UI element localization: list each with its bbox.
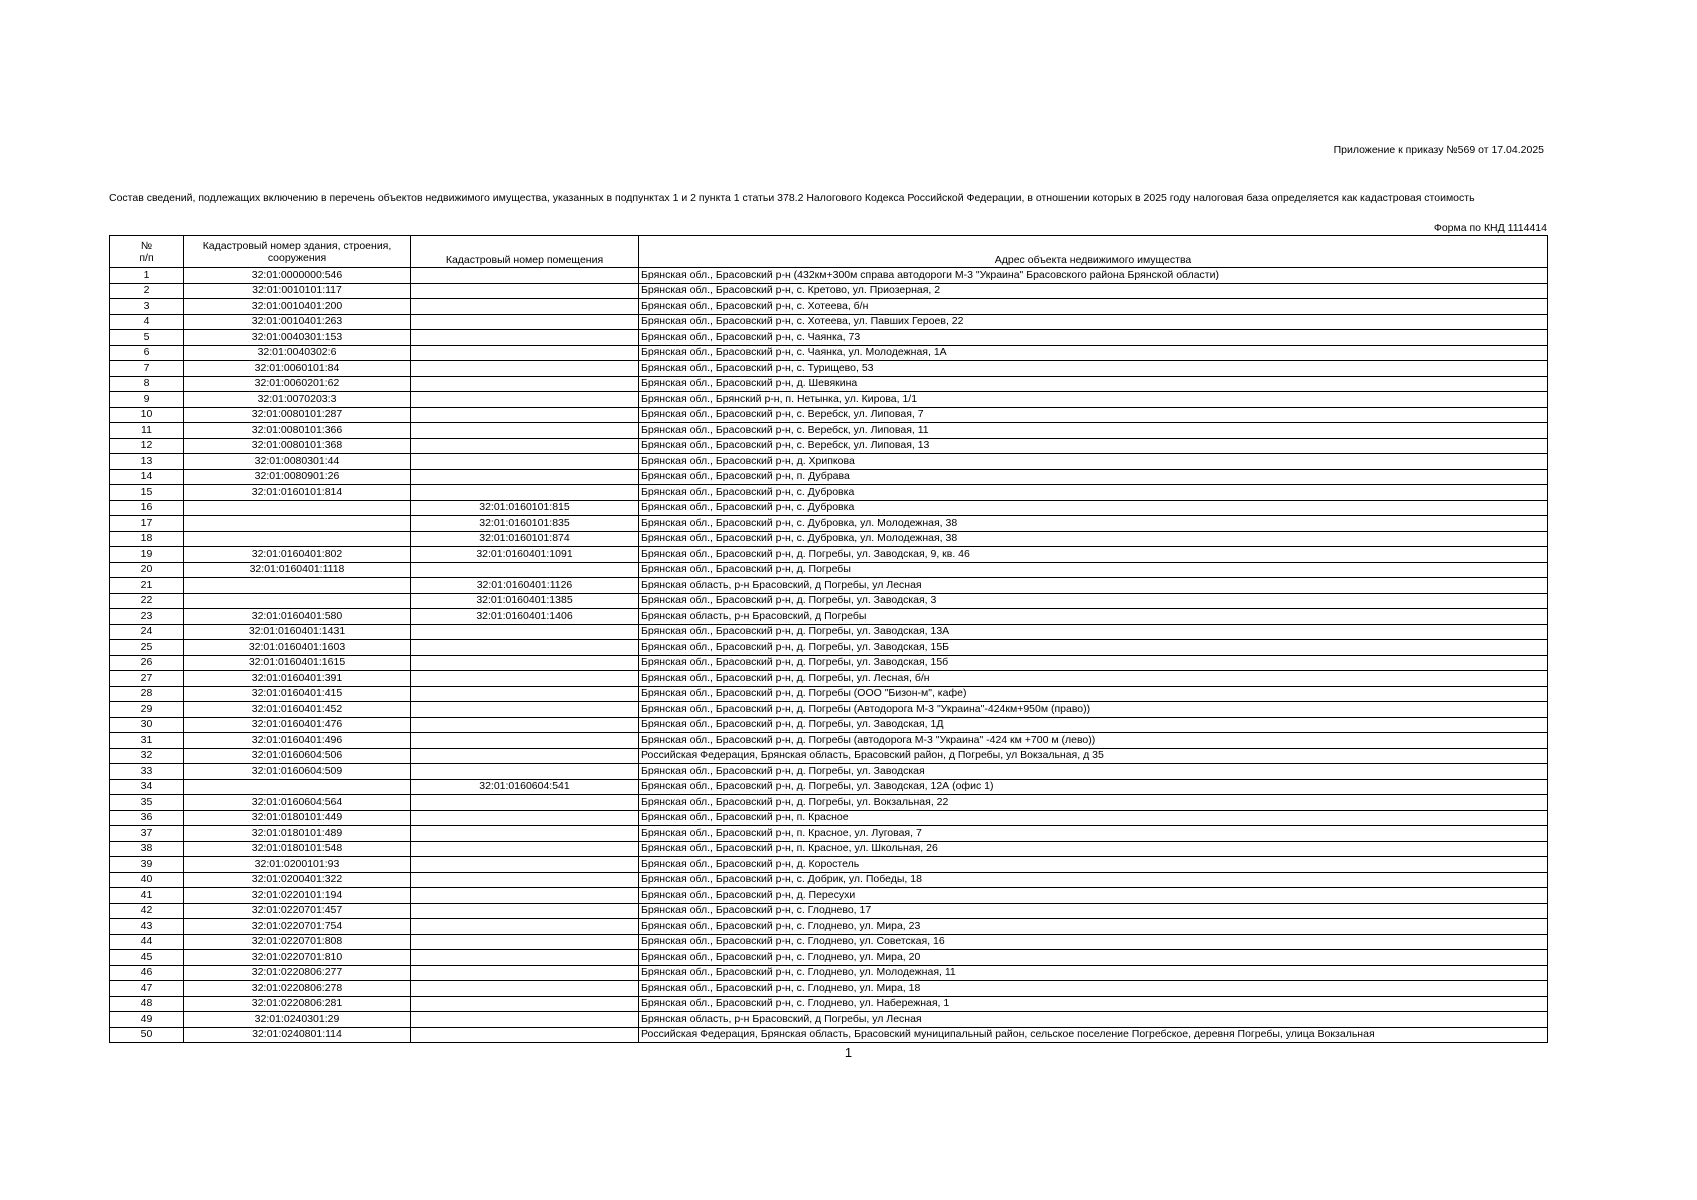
cell-address: Брянская обл., Брасовский р-н, с. Турищево, 53 — [639, 361, 1548, 377]
cell-room-cadastral — [411, 407, 639, 423]
cell-address: Брянская обл., Брасовский р-н, д. Шевякина — [639, 376, 1548, 392]
cell-building-cadastral: 32:01:0160401:802 — [184, 547, 411, 563]
cell-room-cadastral — [411, 888, 639, 904]
cell-room-cadastral — [411, 423, 639, 439]
cell-address: Брянская обл., Брасовский р-н, д. Погребы (ООО "Бизон-м", кафе) — [639, 686, 1548, 702]
cell-building-cadastral: 32:01:0160401:415 — [184, 686, 411, 702]
cell-building-cadastral: 32:01:0080301:44 — [184, 454, 411, 470]
cell-building-cadastral: 32:01:0180101:449 — [184, 810, 411, 826]
cell-address: Брянская обл., Брасовский р-н, с. Дубровка — [639, 500, 1548, 516]
cell-room-cadastral — [411, 655, 639, 671]
cell-address: Брянская обл., Брасовский р-н, с. Хотеева, ул. Павших Героев, 22 — [639, 314, 1548, 330]
cell-building-cadastral — [184, 531, 411, 547]
cell-building-cadastral: 32:01:0160401:391 — [184, 671, 411, 687]
cell-number: 4 — [110, 314, 184, 330]
cell-building-cadastral: 32:01:0160401:1431 — [184, 624, 411, 640]
cell-number: 44 — [110, 934, 184, 950]
cell-number: 39 — [110, 857, 184, 873]
cell-number: 14 — [110, 469, 184, 485]
property-table — [109, 235, 1548, 1043]
cell-room-cadastral — [411, 283, 639, 299]
cell-address: Брянская обл., Брасовский р-н, п. Красное, ул. Луговая, 7 — [639, 826, 1548, 842]
cell-room-cadastral — [411, 361, 639, 377]
table-row — [110, 1012, 1548, 1028]
cell-number: 18 — [110, 531, 184, 547]
cell-building-cadastral: 32:01:0240301:29 — [184, 1012, 411, 1028]
table-row — [110, 919, 1548, 935]
table-row — [110, 454, 1548, 470]
cell-building-cadastral: 32:01:0000000:546 — [184, 268, 411, 284]
cell-address: Брянская обл., Брасовский р-н, п. Красное, ул. Школьная, 26 — [639, 841, 1548, 857]
cell-building-cadastral: 32:01:0220806:278 — [184, 981, 411, 997]
cell-address: Брянская обл., Брасовский р-н, с. Веребск, ул. Липовая, 7 — [639, 407, 1548, 423]
cell-building-cadastral: 32:01:0160101:814 — [184, 485, 411, 501]
cell-address: Брянская обл., Брасовский р-н, д. Пересухи — [639, 888, 1548, 904]
cell-address: Брянская обл., Брасовский р-н, д. Погребы, ул. Лесная, б/н — [639, 671, 1548, 687]
cell-number: 23 — [110, 609, 184, 625]
cell-room-cadastral — [411, 950, 639, 966]
cell-room-cadastral — [411, 345, 639, 361]
cell-number: 31 — [110, 733, 184, 749]
cell-address: Брянская обл., Брасовский р-н, с. Чаянка, ул. Молодежная, 1А — [639, 345, 1548, 361]
table-row — [110, 516, 1548, 532]
cell-address: Брянская обл., Брасовский р-н, д. Погребы (автодорога М-3 "Украина" -424 км +700 м (лево)) — [639, 733, 1548, 749]
cell-address: Брянская обл., Брасовский р-н, д. Погребы, ул. Заводская, 12А (офис 1) — [639, 779, 1548, 795]
cell-building-cadastral: 32:01:0160401:476 — [184, 717, 411, 733]
cell-number: 3 — [110, 299, 184, 315]
cell-number: 24 — [110, 624, 184, 640]
cell-building-cadastral: 32:01:0160401:1118 — [184, 562, 411, 578]
cell-number: 35 — [110, 795, 184, 811]
cell-building-cadastral: 32:01:0180101:548 — [184, 841, 411, 857]
table-row — [110, 547, 1548, 563]
cell-number: 38 — [110, 841, 184, 857]
cell-room-cadastral — [411, 454, 639, 470]
table-row — [110, 764, 1548, 780]
cell-building-cadastral — [184, 593, 411, 609]
cell-room-cadastral: 32:01:0160101:835 — [411, 516, 639, 532]
cell-number: 48 — [110, 996, 184, 1012]
cell-room-cadastral — [411, 965, 639, 981]
cell-address: Брянская обл., Брасовский р-н, с. Глоднево, ул. Набережная, 1 — [639, 996, 1548, 1012]
cell-address: Брянская обл., Брянский р-н, п. Нетынка, ул. Кирова, 1/1 — [639, 392, 1548, 408]
cell-number: 10 — [110, 407, 184, 423]
table-row — [110, 500, 1548, 516]
cell-address: Брянская обл., Брасовский р-н, д. Погребы, ул. Заводская, 9, кв. 46 — [639, 547, 1548, 563]
cell-address: Брянская обл., Брасовский р-н, с. Дубровка — [639, 485, 1548, 501]
cell-number: 36 — [110, 810, 184, 826]
cell-room-cadastral — [411, 857, 639, 873]
cell-building-cadastral: 32:01:0040301:153 — [184, 330, 411, 346]
cell-address: Брянская обл., Брасовский р-н, д. Погребы, ул. Вокзальная, 22 — [639, 795, 1548, 811]
cell-building-cadastral: 32:01:0220806:277 — [184, 965, 411, 981]
table-row — [110, 578, 1548, 594]
cell-room-cadastral — [411, 764, 639, 780]
cell-number: 8 — [110, 376, 184, 392]
table-row — [110, 485, 1548, 501]
cell-building-cadastral — [184, 578, 411, 594]
cell-room-cadastral — [411, 810, 639, 826]
cell-address: Брянская обл., Брасовский р-н, д. Погребы, ул. Заводская, 15б — [639, 655, 1548, 671]
cell-number: 13 — [110, 454, 184, 470]
table-row — [110, 810, 1548, 826]
cell-building-cadastral: 32:01:0160401:452 — [184, 702, 411, 718]
cell-number: 2 — [110, 283, 184, 299]
cell-room-cadastral — [411, 919, 639, 935]
cell-address: Брянская обл., Брасовский р-н, д. Погребы (Автодорога М-3 "Украина"-424км+950м (право)) — [639, 702, 1548, 718]
table-row — [110, 779, 1548, 795]
cell-building-cadastral: 32:01:0220101:194 — [184, 888, 411, 904]
table-row — [110, 593, 1548, 609]
cell-room-cadastral — [411, 392, 639, 408]
table-row — [110, 717, 1548, 733]
cell-building-cadastral: 32:01:0080101:366 — [184, 423, 411, 439]
cell-address: Брянская обл., Брасовский р-н, с. Добрик, ул. Победы, 18 — [639, 872, 1548, 888]
cell-address: Брянская область, р-н Брасовский, д Погребы, ул Лесная — [639, 1012, 1548, 1028]
cell-building-cadastral: 32:01:0160401:496 — [184, 733, 411, 749]
cell-building-cadastral: 32:01:0060201:62 — [184, 376, 411, 392]
table-row — [110, 981, 1548, 997]
page-number: 1 — [844, 1045, 853, 1060]
col-header-building — [184, 236, 411, 268]
cell-address: Брянская обл., Брасовский р-н, с. Хотеева, б/н — [639, 299, 1548, 315]
cell-number: 50 — [110, 1027, 184, 1043]
cell-room-cadastral — [411, 671, 639, 687]
cell-number: 49 — [110, 1012, 184, 1028]
table-row — [110, 562, 1548, 578]
cell-address: Брянская обл., Брасовский р-н, с. Дубровка, ул. Молодежная, 38 — [639, 516, 1548, 532]
cell-number: 47 — [110, 981, 184, 997]
cell-room-cadastral — [411, 686, 639, 702]
cell-building-cadastral: 32:01:0160604:506 — [184, 748, 411, 764]
cell-address: Брянская обл., Брасовский р-н, д. Коростель — [639, 857, 1548, 873]
cell-address: Брянская область, р-н Брасовский, д Погребы — [639, 609, 1548, 625]
cell-address: Брянская обл., Брасовский р-н, д. Погребы, ул. Заводская, 13А — [639, 624, 1548, 640]
cell-building-cadastral: 32:01:0070203:3 — [184, 392, 411, 408]
cell-building-cadastral: 32:01:0010401:200 — [184, 299, 411, 315]
cell-building-cadastral: 32:01:0160401:1603 — [184, 640, 411, 656]
table-row — [110, 950, 1548, 966]
table-row — [110, 299, 1548, 315]
form-code: Форма по КНД 1114414 — [1433, 222, 1547, 234]
cell-address: Брянская обл., Брасовский р-н, д. Погребы — [639, 562, 1548, 578]
cell-address: Брянская обл., Брасовский р-н, п. Красное — [639, 810, 1548, 826]
cell-building-cadastral: 32:01:0220701:808 — [184, 934, 411, 950]
cell-address: Российская Федерация, Брянская область, Брасовский район, д Погребы, ул Вокзальная, д 35 — [639, 748, 1548, 764]
cell-room-cadastral — [411, 795, 639, 811]
cell-number: 22 — [110, 593, 184, 609]
cell-building-cadastral: 32:01:0160401:580 — [184, 609, 411, 625]
cell-address: Брянская обл., Брасовский р-н, с. Глоднево, ул. Молодежная, 11 — [639, 965, 1548, 981]
cell-address: Брянская обл., Брасовский р-н, с. Чаянка, 73 — [639, 330, 1548, 346]
table-row — [110, 330, 1548, 346]
table-row — [110, 795, 1548, 811]
cell-building-cadastral: 32:01:0010101:117 — [184, 283, 411, 299]
cell-room-cadastral — [411, 299, 639, 315]
table-row — [110, 423, 1548, 439]
cell-room-cadastral: 32:01:0160401:1385 — [411, 593, 639, 609]
cell-address: Брянская область, р-н Брасовский, д Погребы, ул Лесная — [639, 578, 1548, 594]
cell-address: Брянская обл., Брасовский р-н, д. Погребы, ул. Заводская, 1Д — [639, 717, 1548, 733]
cell-address: Брянская обл., Брасовский р-н, п. Дубрава — [639, 469, 1548, 485]
col-header-building-line1: Кадастровый номер здания, строения, — [202, 239, 392, 252]
cell-room-cadastral — [411, 872, 639, 888]
cell-room-cadastral — [411, 330, 639, 346]
table-row — [110, 640, 1548, 656]
cell-room-cadastral: 32:01:0160401:1091 — [411, 547, 639, 563]
cell-address: Брянская обл., Брасовский р-н, с. Глоднево, ул. Мира, 23 — [639, 919, 1548, 935]
cell-building-cadastral: 32:01:0080101:368 — [184, 438, 411, 454]
cell-room-cadastral — [411, 314, 639, 330]
cell-room-cadastral: 32:01:0160604:541 — [411, 779, 639, 795]
cell-address: Брянская обл., Брасовский р-н, с. Кретово, ул. Приозерная, 2 — [639, 283, 1548, 299]
table-row — [110, 888, 1548, 904]
table-body — [110, 268, 1548, 1043]
cell-building-cadastral: 32:01:0180101:489 — [184, 826, 411, 842]
cell-number: 37 — [110, 826, 184, 842]
table-row — [110, 702, 1548, 718]
table-row — [110, 407, 1548, 423]
cell-room-cadastral — [411, 438, 639, 454]
cell-number: 45 — [110, 950, 184, 966]
table-row — [110, 376, 1548, 392]
cell-address: Брянская обл., Брасовский р-н, с. Глоднево, ул. Советская, 16 — [639, 934, 1548, 950]
cell-building-cadastral: 32:01:0040302:6 — [184, 345, 411, 361]
table-row — [110, 469, 1548, 485]
table-row — [110, 314, 1548, 330]
cell-number: 15 — [110, 485, 184, 501]
cell-number: 46 — [110, 965, 184, 981]
cell-address: Брянская обл., Брасовский р-н, с. Глоднево, ул. Мира, 20 — [639, 950, 1548, 966]
table-row — [110, 283, 1548, 299]
cell-building-cadastral: 32:01:0220701:810 — [184, 950, 411, 966]
cell-address: Брянская обл., Брасовский р-н, д. Погребы, ул. Заводская, 15Б — [639, 640, 1548, 656]
col-header-address: Адрес объекта недвижимого имущества — [639, 236, 1548, 268]
cell-room-cadastral: 32:01:0160401:1406 — [411, 609, 639, 625]
table-row — [110, 733, 1548, 749]
cell-address: Брянская обл., Брасовский р-н, д. Хрипкова — [639, 454, 1548, 470]
col-header-room: Кадастровый номер помещения — [411, 236, 639, 268]
cell-room-cadastral — [411, 826, 639, 842]
cell-address: Брянская обл., Брасовский р-н, с. Веребск, ул. Липовая, 11 — [639, 423, 1548, 439]
cell-number: 27 — [110, 671, 184, 687]
cell-room-cadastral — [411, 934, 639, 950]
cell-address: Брянская обл., Брасовский р-н, с. Веребск, ул. Липовая, 13 — [639, 438, 1548, 454]
cell-number: 26 — [110, 655, 184, 671]
table-row — [110, 345, 1548, 361]
cell-room-cadastral — [411, 733, 639, 749]
cell-building-cadastral: 32:01:0240801:114 — [184, 1027, 411, 1043]
table-row — [110, 671, 1548, 687]
cell-number: 40 — [110, 872, 184, 888]
cell-building-cadastral — [184, 516, 411, 532]
cell-building-cadastral: 32:01:0080901:26 — [184, 469, 411, 485]
table-row — [110, 857, 1548, 873]
cell-building-cadastral: 32:01:0160401:1615 — [184, 655, 411, 671]
cell-building-cadastral: 32:01:0160604:564 — [184, 795, 411, 811]
cell-address: Брянская обл., Брасовский р-н, д. Погребы, ул. Заводская — [639, 764, 1548, 780]
cell-building-cadastral: 32:01:0200101:93 — [184, 857, 411, 873]
cell-room-cadastral — [411, 702, 639, 718]
cell-number: 17 — [110, 516, 184, 532]
cell-number: 1 — [110, 268, 184, 284]
table-row — [110, 686, 1548, 702]
cell-address: Брянская обл., Брасовский р-н, с. Глоднево, ул. Мира, 18 — [639, 981, 1548, 997]
cell-room-cadastral: 32:01:0160101:874 — [411, 531, 639, 547]
cell-number: 11 — [110, 423, 184, 439]
table-header — [110, 236, 1548, 268]
table-row — [110, 903, 1548, 919]
table-row — [110, 1027, 1548, 1043]
table-row — [110, 609, 1548, 625]
cell-number: 5 — [110, 330, 184, 346]
cell-building-cadastral: 32:01:0220701:754 — [184, 919, 411, 935]
cell-building-cadastral — [184, 500, 411, 516]
cell-room-cadastral — [411, 717, 639, 733]
col-header-number-line1: № — [140, 239, 153, 252]
cell-room-cadastral — [411, 469, 639, 485]
cell-number: 20 — [110, 562, 184, 578]
cell-address: Брянская обл., Брасовский р-н, с. Дубровка, ул. Молодежная, 38 — [639, 531, 1548, 547]
document-title: Состав сведений, подлежащих включению в перечень объектов недвижимого имущества, указанных в подпунктах 1 и 2 пункта 1 статьи 378.2 Налогового Кодекса Российской Федерации, в отношении которых в 2025 году налоговая база определяется как кадастровая стоимость — [109, 192, 1475, 204]
cell-building-cadastral — [184, 779, 411, 795]
cell-room-cadastral — [411, 640, 639, 656]
cell-number: 6 — [110, 345, 184, 361]
table-row — [110, 996, 1548, 1012]
table-row — [110, 965, 1548, 981]
cell-room-cadastral — [411, 624, 639, 640]
cell-number: 9 — [110, 392, 184, 408]
table-row — [110, 624, 1548, 640]
table-row — [110, 872, 1548, 888]
cell-address: Брянская обл., Брасовский р-н, д. Погребы, ул. Заводская, 3 — [639, 593, 1548, 609]
cell-building-cadastral: 32:01:0200401:322 — [184, 872, 411, 888]
cell-room-cadastral — [411, 1012, 639, 1028]
table-row — [110, 268, 1548, 284]
cell-number: 29 — [110, 702, 184, 718]
cell-room-cadastral: 32:01:0160101:815 — [411, 500, 639, 516]
table-row — [110, 748, 1548, 764]
cell-address: Российская Федерация, Брянская область, Брасовский муниципальный район, сельское поселение Погребское, деревня Погребы, улица Вокзальная — [639, 1027, 1548, 1043]
table-row — [110, 841, 1548, 857]
table-row — [110, 392, 1548, 408]
table-row — [110, 826, 1548, 842]
table-row — [110, 361, 1548, 377]
cell-number: 21 — [110, 578, 184, 594]
cell-number: 43 — [110, 919, 184, 935]
table-row — [110, 531, 1548, 547]
table-row — [110, 438, 1548, 454]
cell-building-cadastral: 32:01:0160604:509 — [184, 764, 411, 780]
cell-address: Брянская обл., Брасовский р-н (432км+300м справа автодороги М-3 "Украина" Брасовского района Брянской области) — [639, 268, 1548, 284]
cell-number: 30 — [110, 717, 184, 733]
cell-room-cadastral — [411, 485, 639, 501]
cell-building-cadastral: 32:01:0080101:287 — [184, 407, 411, 423]
cell-building-cadastral: 32:01:0220806:281 — [184, 996, 411, 1012]
cell-room-cadastral — [411, 981, 639, 997]
cell-address: Брянская обл., Брасовский р-н, с. Глоднево, 17 — [639, 903, 1548, 919]
cell-room-cadastral: 32:01:0160401:1126 — [411, 578, 639, 594]
cell-room-cadastral — [411, 748, 639, 764]
cell-room-cadastral — [411, 1027, 639, 1043]
annex-reference: Приложение к приказу №569 от 17.04.2025 — [1333, 144, 1544, 156]
cell-number: 41 — [110, 888, 184, 904]
cell-number: 12 — [110, 438, 184, 454]
col-header-building-line2: сооружения — [267, 251, 327, 264]
cell-building-cadastral: 32:01:0010401:263 — [184, 314, 411, 330]
cell-number: 16 — [110, 500, 184, 516]
table-row — [110, 934, 1548, 950]
cell-room-cadastral — [411, 376, 639, 392]
cell-room-cadastral — [411, 268, 639, 284]
cell-number: 34 — [110, 779, 184, 795]
cell-building-cadastral: 32:01:0220701:457 — [184, 903, 411, 919]
cell-building-cadastral: 32:01:0060101:84 — [184, 361, 411, 377]
cell-number: 33 — [110, 764, 184, 780]
cell-room-cadastral — [411, 562, 639, 578]
cell-room-cadastral — [411, 903, 639, 919]
cell-number: 28 — [110, 686, 184, 702]
cell-number: 42 — [110, 903, 184, 919]
table-row — [110, 655, 1548, 671]
cell-room-cadastral — [411, 841, 639, 857]
cell-number: 32 — [110, 748, 184, 764]
cell-room-cadastral — [411, 996, 639, 1012]
cell-number: 25 — [110, 640, 184, 656]
col-header-number-line2: п/п — [139, 251, 154, 264]
col-header-number — [110, 236, 184, 268]
cell-number: 19 — [110, 547, 184, 563]
cell-number: 7 — [110, 361, 184, 377]
